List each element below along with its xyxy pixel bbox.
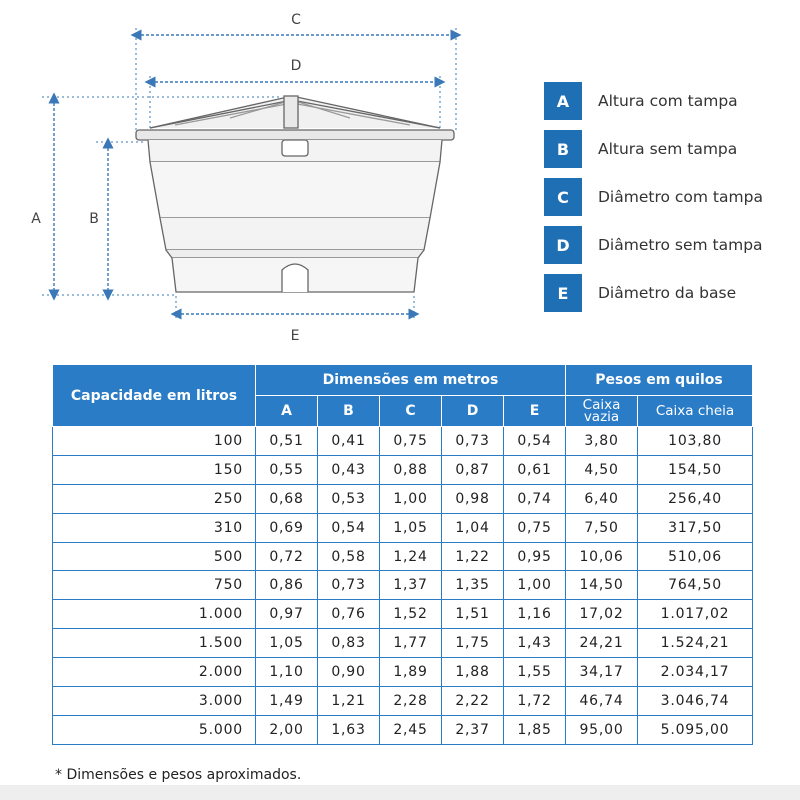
column-header-a: A [256, 396, 318, 427]
value-cell: 1.524,21 [638, 629, 753, 658]
value-cell: 1,75 [442, 629, 504, 658]
table-row [53, 455, 753, 484]
legend-label: Diâmetro da base [598, 284, 737, 302]
value-cell: 7,50 [566, 513, 638, 542]
value-cell: 0,53 [318, 484, 380, 513]
legend-label: Altura sem tampa [598, 140, 738, 158]
legend-key: B [544, 130, 582, 168]
value-cell: 1,35 [442, 571, 504, 600]
value-cell: 17,02 [566, 600, 638, 629]
column-header-c: C [380, 396, 442, 427]
legend-key: E [544, 274, 582, 312]
value-cell: 1,55 [504, 658, 566, 687]
value-cell: 0,90 [318, 658, 380, 687]
legend-item-a [544, 82, 794, 120]
value-cell: 1,49 [256, 687, 318, 716]
capacity-cell: 1.000 [53, 600, 256, 629]
value-cell: 0,88 [380, 455, 442, 484]
value-cell: 256,40 [638, 484, 753, 513]
capacity-header: Capacidade em litros [53, 365, 256, 427]
value-cell: 2.034,17 [638, 658, 753, 687]
value-cell: 24,21 [566, 629, 638, 658]
value-cell: 0,98 [442, 484, 504, 513]
value-cell: 1,21 [318, 687, 380, 716]
column-header-full-box: Caixa cheia [638, 396, 753, 427]
value-cell: 0,43 [318, 455, 380, 484]
value-cell: 2,28 [380, 687, 442, 716]
capacity-cell: 5.000 [53, 715, 256, 744]
column-header-empty-box: Caixa vazia [566, 396, 638, 427]
value-cell: 103,80 [638, 427, 753, 456]
value-cell: 1,22 [442, 542, 504, 571]
table-row [53, 600, 753, 629]
value-cell: 0,97 [256, 600, 318, 629]
value-cell: 1,04 [442, 513, 504, 542]
value-cell: 1,05 [380, 513, 442, 542]
dimension-d-label: D [290, 58, 302, 74]
dimensions-header: Dimensões em metros [256, 365, 566, 396]
legend-key: D [544, 226, 582, 264]
value-cell: 14,50 [566, 571, 638, 600]
table-row [53, 484, 753, 513]
value-cell: 2,00 [256, 715, 318, 744]
value-cell: 317,50 [638, 513, 753, 542]
table-row [53, 542, 753, 571]
value-cell: 95,00 [566, 715, 638, 744]
value-cell: 0,74 [504, 484, 566, 513]
value-cell: 1,00 [380, 484, 442, 513]
value-cell: 0,54 [318, 513, 380, 542]
capacity-table [52, 364, 753, 745]
column-header-b: B [318, 396, 380, 427]
value-cell: 5.095,00 [638, 715, 753, 744]
value-cell: 1,00 [504, 571, 566, 600]
value-cell: 0,72 [256, 542, 318, 571]
value-cell: 0,51 [256, 427, 318, 456]
value-cell: 1.017,02 [638, 600, 753, 629]
capacity-cell: 250 [53, 484, 256, 513]
legend-item-d [544, 226, 794, 264]
legend-item-b [544, 130, 794, 168]
value-cell: 154,50 [638, 455, 753, 484]
footer-bar [0, 785, 800, 800]
value-cell: 2,22 [442, 687, 504, 716]
table-row [53, 427, 753, 456]
value-cell: 0,61 [504, 455, 566, 484]
value-cell: 1,24 [380, 542, 442, 571]
capacity-cell: 750 [53, 571, 256, 600]
capacity-cell: 150 [53, 455, 256, 484]
value-cell: 0,87 [442, 455, 504, 484]
value-cell: 0,75 [504, 513, 566, 542]
value-cell: 4,50 [566, 455, 638, 484]
value-cell: 0,95 [504, 542, 566, 571]
value-cell: 3,80 [566, 427, 638, 456]
table-row [53, 687, 753, 716]
table-row [53, 513, 753, 542]
value-cell: 0,54 [504, 427, 566, 456]
dimension-legend [544, 82, 794, 322]
table-body [53, 427, 753, 745]
value-cell: 0,41 [318, 427, 380, 456]
legend-item-c [544, 178, 794, 216]
legend-label: Altura com tampa [598, 92, 738, 110]
value-cell: 1,72 [504, 687, 566, 716]
value-cell: 0,55 [256, 455, 318, 484]
dimension-e-label: E [290, 328, 300, 344]
value-cell: 0,86 [256, 571, 318, 600]
tank-diagram [0, 0, 520, 350]
capacity-cell: 500 [53, 542, 256, 571]
value-cell: 1,89 [380, 658, 442, 687]
legend-item-e [544, 274, 794, 312]
capacity-cell: 100 [53, 427, 256, 456]
value-cell: 1,52 [380, 600, 442, 629]
weights-header: Pesos em quilos [566, 365, 753, 396]
value-cell: 46,74 [566, 687, 638, 716]
dimension-a-label: A [31, 211, 41, 227]
value-cell: 2,37 [442, 715, 504, 744]
value-cell: 1,16 [504, 600, 566, 629]
capacity-cell: 3.000 [53, 687, 256, 716]
value-cell: 510,06 [638, 542, 753, 571]
value-cell: 1,43 [504, 629, 566, 658]
table-row [53, 658, 753, 687]
value-cell: 1,05 [256, 629, 318, 658]
value-cell: 1,77 [380, 629, 442, 658]
value-cell: 1,85 [504, 715, 566, 744]
legend-label: Diâmetro com tampa [598, 188, 763, 206]
tank-drawing [136, 96, 454, 292]
legend-label: Diâmetro sem tampa [598, 236, 763, 254]
value-cell: 0,73 [318, 571, 380, 600]
value-cell: 34,17 [566, 658, 638, 687]
value-cell: 764,50 [638, 571, 753, 600]
dimension-b [89, 142, 146, 295]
capacity-cell: 2.000 [53, 658, 256, 687]
legend-key: A [544, 82, 582, 120]
footnote: * Dimensões e pesos aproximados. [55, 767, 302, 783]
value-cell: 2,45 [380, 715, 442, 744]
value-cell: 6,40 [566, 484, 638, 513]
value-cell: 0,73 [442, 427, 504, 456]
value-cell: 0,83 [318, 629, 380, 658]
capacity-cell: 310 [53, 513, 256, 542]
value-cell: 1,63 [318, 715, 380, 744]
table-row [53, 629, 753, 658]
value-cell: 1,88 [442, 658, 504, 687]
value-cell: 0,75 [380, 427, 442, 456]
value-cell: 1,37 [380, 571, 442, 600]
value-cell: 0,68 [256, 484, 318, 513]
table-row [53, 571, 753, 600]
dimension-c-label: C [291, 12, 301, 28]
capacity-cell: 1.500 [53, 629, 256, 658]
value-cell: 10,06 [566, 542, 638, 571]
value-cell: 0,58 [318, 542, 380, 571]
value-cell: 0,69 [256, 513, 318, 542]
column-header-e: E [504, 396, 566, 427]
value-cell: 1,10 [256, 658, 318, 687]
column-header-d: D [442, 396, 504, 427]
dimension-e [176, 296, 414, 344]
value-cell: 1,51 [442, 600, 504, 629]
dimension-b-label: B [89, 211, 99, 227]
legend-key: C [544, 178, 582, 216]
table-row [53, 715, 753, 744]
value-cell: 3.046,74 [638, 687, 753, 716]
value-cell: 0,76 [318, 600, 380, 629]
